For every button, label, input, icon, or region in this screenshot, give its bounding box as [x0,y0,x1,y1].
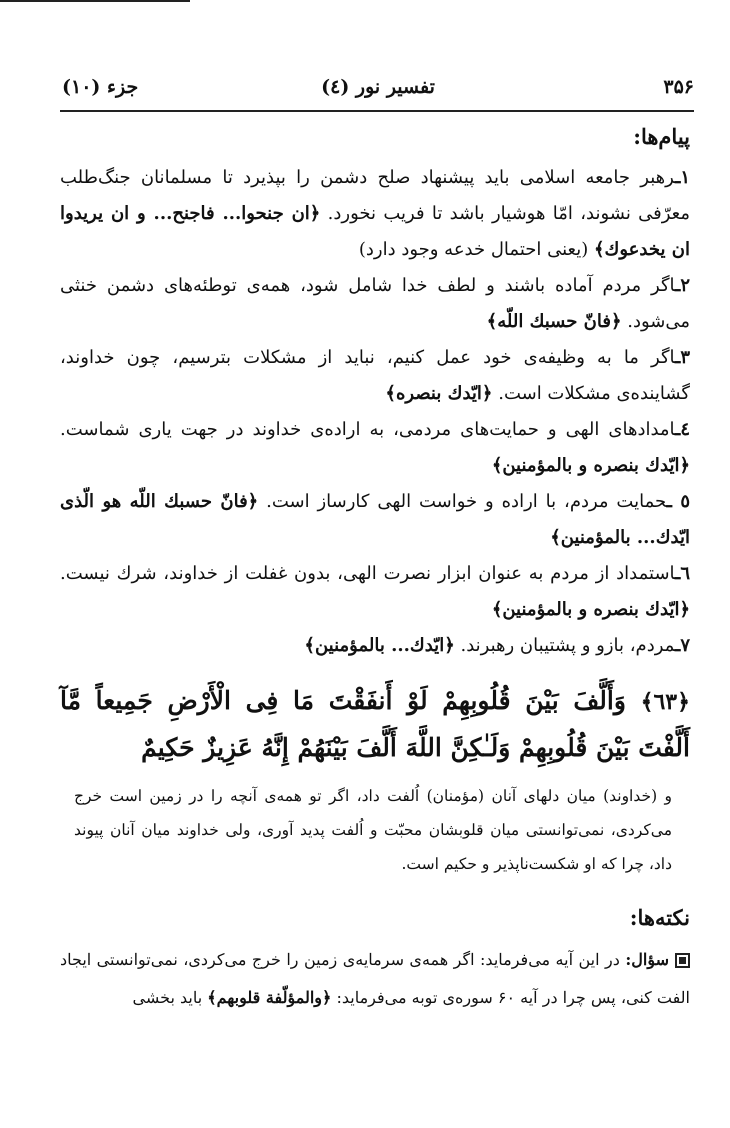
message-quote: ﴿ايّدك بنصره و بالمؤمنين﴾ [491,455,690,476]
message-note: (يعنى احتمال خدعه وجود دارد) [358,239,589,260]
note-quote: ﴿والمؤلّفة قلوبهم﴾ [207,988,332,1007]
message-quote: ﴿ايّدك... بالمؤمنين﴾ [304,635,455,656]
note-text: در اين آيه مى‌فرمايد: اگر همه‌ى سرمايه‌ى زمين را خرج مى‌كردى، نمى‌توانستى ايجاد الفت كنى، پس چرا در آيه ۶٠ سوره‌ى توبه مى‌فرمايد: [60,950,690,1007]
message-item [60,160,690,268]
message-text: حمايت مردم، با اراده و خواست الهى كارساز است. [266,491,667,512]
message-item [60,628,690,664]
juz-label: جزء (١٠) [62,76,139,98]
message-item [60,340,690,412]
square-bullet-icon [675,953,690,968]
message-number: ٤ـ [675,419,690,440]
note-continuation: بايد بخشى [132,988,203,1007]
verse-text: وَأَلَّفَ بَيْنَ قُلُوبِهِمْ لَوْ أَنفَقْتَ مَا فِى الْأَرْضِ جَمِيعاً مَّآ أَلَّفْتَ بَيْنَ قُلُوبِهِمْ وَلَـٰكِنَّ اللَّهَ أَلَّفَ بَيْنَهُمْ إِنَّهُ عَزِيزٌ حَكِيمٌ [60,686,690,762]
message-item [60,412,690,484]
message-number: ٦ـ [675,563,690,584]
message-item [60,484,690,556]
note-label: سؤال: [625,950,669,969]
message-number: ٧ـ [675,635,690,656]
verse-translation: و (خداوند) ميان دلهاى آنان (مؤمنان) اُلفت داد، اگر تو همه‌ى آنچه را در زمين است خرج مى‌كردى، نمى‌توانستى ميان قلوبشان محبّت و اُلفت پديد آورى، ولى خداوند ميان آنان پيوند داد، چرا كه او شكست‌ناپذير و حكيم است. [74,787,672,873]
quran-verse [60,678,690,771]
page-number: ۳۵۶ [663,76,694,98]
top-rule [0,0,190,2]
message-number: ١ـ [675,167,691,188]
messages-heading: پيام‌ها: [633,124,690,149]
message-text: مردم، بازو و پشتيبان رهبرند. [460,635,676,656]
message-text: اگر ما به وظيفه‌ى خود عمل كنيم، نبايد از مشكلات بترسيم، چون خداوند، گشاينده‌ى مشكلات است. [60,347,690,404]
messages-list [60,160,690,664]
message-item [60,268,690,340]
page-body [60,160,690,1017]
message-quote: ﴿فانّ حسبك اللّه﴾ [486,311,622,332]
message-text: رهبر جامعه اسلامى بايد پيشنهاد صلح دشمن را بپذيرد تا مسلمانان جنگ‌طلب معرّفى نشوند، امّا هوشيار باشد تا فريب نخورد. [60,167,690,224]
header-rule [60,110,694,112]
message-text: اگر مردم آماده باشند و لطف خدا شامل شود، همه‌ى توطئه‌هاى دشمن خنثى مى‌شود. [60,275,690,332]
message-quote: ﴿ايّدك بنصره﴾ [385,383,493,404]
page-header [62,76,694,106]
message-item [60,556,690,628]
message-number: ٥ ـ [666,491,690,512]
verse-number: ﴿٦٣﴾ [640,689,690,715]
note-item [60,941,690,1017]
message-text: امدادهاى الهى و حمايت‌هاى مردمى، به اراده‌ى خداوند در جهت يارى شماست. [60,419,676,440]
notes-heading: نكته‌ها: [629,905,690,930]
message-quote: ﴿فانّ حسبك اللّه هو الّذى ايّدك... بالمؤمنين﴾ [60,491,690,548]
message-number: ٣ـ [675,347,690,368]
message-quote: ﴿ان جنحوا... فاجنح... و ان يريدوا ان يخدعوك﴾ [60,203,690,260]
message-number: ٢ـ [675,275,690,296]
message-text: استمداد از مردم به عنوان ابزار نصرت الهى، بدون غفلت از خداوند، شرك نيست. [60,563,676,584]
book-title: تفسير نور (٤) [321,76,435,98]
message-quote: ﴿ايّدك بنصره و بالمؤمنين﴾ [491,599,690,620]
